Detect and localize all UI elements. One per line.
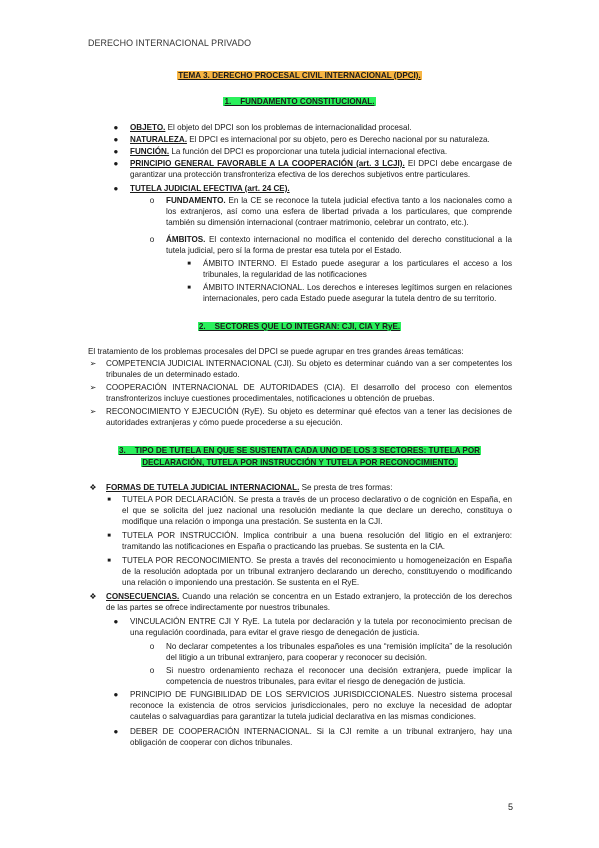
bullet-square: ■ — [107, 558, 111, 564]
cia-item: COOPERACIÓN INTERNACIONAL DE AUTORIDADES (CIA). El desarrollo del proceso con elementos transfronterizos incluye cuestiones procedimentales, notificaciones u obtención de pruebas. — [106, 383, 512, 403]
cji-item: COMPETENCIA JUDICIAL INTERNACIONAL (CJI). Su objeto es determinar cuándo van a ser competentes los tribunales de un determinado estado. — [106, 359, 512, 379]
arrow-bullet-icon: ➢ — [89, 407, 97, 416]
ambitos-key: ÁMBITOS. — [166, 235, 206, 244]
rye-item: RECONOCIMIENTO Y EJECUCIÓN (RyE). Su objeto es determinar qué efectos van a tener las decisiones de autoridades extranjeras y cómo puede procederse a su ejecución. — [106, 407, 512, 427]
bullet-circle: o — [149, 666, 155, 675]
topic-title-text: TEMA 3. DERECHO PROCESAL CIVIL INTERNACIONAL (DPCI). — [178, 71, 421, 80]
section-3-heading — [0, 446, 599, 457]
objeto-item — [130, 123, 515, 134]
bullet-circle: o — [149, 642, 155, 651]
page-number: 5 — [507, 802, 513, 812]
no-declarar-item: No declarar competentes a los tribunales españoles es una “remisión implícita” de la resolución del litigio a un tribunal extranjero, para cooperar y reconocer su decisión. — [166, 642, 512, 662]
naturaleza-key: NATURALEZA. — [130, 135, 187, 144]
fundamento-text: En la CE se reconoce la tutela judicial efectiva tanto a los nacionales como a los extranjeros, así como una esfera de libertad privada a los particulares, que comprende también su dimensión internacional (contraer matrimonio, celebrar un contrato, etc.). — [166, 196, 512, 227]
instruccion-item: TUTELA POR INSTRUCCIÓN. Implica contribuir a una buena resolución del litigio en el extranjero: tramitando las notificaciones en España o practicando las pruebas. Se sustenta en la CIA. — [122, 531, 512, 551]
bullet-dot: ● — [113, 159, 119, 168]
deber-item: DEBER DE COOPERACIÓN INTERNACIONAL. Si la CJI remite a un tribunal extranjero, hay una obligación de cooperar con dichos tribunales. — [130, 727, 512, 747]
tutela-key: TUTELA JUDICIAL EFECTIVA (art. 24 CE). — [130, 184, 290, 193]
bullet-circle: o — [149, 196, 155, 205]
diamond-bullet-icon: ❖ — [89, 483, 97, 492]
section-3-heading-line1: 3. TIPO DE TUTELA EN QUE SE SUSTENTA CADA UNO DE LOS 3 SECTORES: TUTELA POR — [119, 446, 480, 455]
bullet-dot: ● — [113, 727, 119, 736]
bullet-dot: ● — [113, 617, 119, 626]
formas-item — [106, 483, 512, 494]
fungibilidad-item: PRINCIPIO DE FUNGIBILIDAD DE LOS SERVICIOS JURISDICCIONALES. Nuestro sistema procesal reconoce la existencia de otros servicios jurisdiccionales, pero no excluye la necesidad de adoptar cautelas o salvaguardias para garantizar la tutela judicial declarativa en las mismas condiciones. — [130, 690, 512, 721]
bullet-dot: ● — [113, 184, 119, 193]
ambito-interno-item: ÁMBITO INTERNO. El Estado puede asegurar a los particulares el acceso a los tribunales, la regularidad de las notificaciones — [203, 259, 512, 279]
consecuencias-text: Cuando una relación se concentra en un Estado extranjero, la protección de los derechos de las partes se ofrece indirectamente por nuestros tribunales. — [106, 592, 512, 612]
reconocimiento-item: TUTELA POR RECONOCIMIENTO. Se presta a través del reconocimiento u homogeneización en España de la resolución adoptada por un tribunal extranjero declarando un derecho, constituyendo o modificando una relación o imponiendo una prestación. Se sustenta en el RyE. — [122, 556, 512, 587]
si-nuestro-item: Si nuestro ordenamiento rechaza el reconocer una decisión extranjera, puede implicar la competencia de nuestros tribunales, para evitar el riesgo de denegación de justicia. — [166, 666, 512, 686]
bullet-dot: ● — [113, 123, 119, 132]
vinculacion-item: VINCULACIÓN ENTRE CJI Y RyE. La tutela por declaración y la tutela por reconocimiento precisan de una regulación coordinada, para evitar el grave riesgo de denegación de justicia. — [130, 617, 512, 637]
fundamento-key: FUNDAMENTO. — [166, 196, 226, 205]
objeto-key: OBJETO. — [130, 123, 166, 132]
bullet-square: ■ — [187, 261, 191, 267]
bullet-dot: ● — [113, 135, 119, 144]
section-3-heading-2 — [0, 458, 599, 469]
objeto-text: El objeto del DPCI son los problemas de internacionalidad procesal. — [165, 123, 412, 132]
bullet-square: ■ — [187, 285, 191, 291]
topic-title — [0, 71, 599, 82]
arrow-bullet-icon: ➢ — [89, 383, 97, 392]
tutela-item — [130, 184, 512, 195]
running-header: DERECHO INTERNACIONAL PRIVADO — [88, 38, 252, 48]
declaracion-item: TUTELA POR DECLARACIÓN. Se presta a través de un proceso declarativo o de cognición en España, en el que se solicita del juez nacional una resolución mediante la que declare un derecho, constituya o modifique una relación o imponga una prestación. Se sustenta en la CJI. — [122, 495, 512, 526]
section-2-intro: El tratamiento de los problemas procesales del DPCI se puede agrupar en tres grandes áreas temáticas: — [88, 347, 464, 356]
bullet-circle: o — [149, 235, 155, 244]
naturaleza-text: El DPCI es internacional por su objeto, pero es Derecho nacional por su naturaleza. — [186, 135, 490, 144]
section-1-heading — [0, 97, 599, 108]
principio-text: El DPCI debe encargase de garantizar una protección transfronteriza efectiva de los derechos subjetivos entre particulares. — [130, 159, 512, 179]
diamond-bullet-icon: ❖ — [89, 592, 97, 601]
funcion-item — [130, 147, 520, 158]
consecuencias-key: CONSECUENCIAS. — [106, 592, 180, 601]
bullet-dot: ● — [113, 690, 119, 699]
formas-key: FORMAS DE TUTELA JUDICIAL INTERNACIONAL. — [106, 483, 300, 492]
funcion-key: FUNCIÓN. — [130, 147, 170, 156]
section-3-heading-line2: DECLARACIÓN, TUTELA POR INSTRUCCIÓN Y TUTELA POR RECONOCIMIENTO. — [142, 458, 457, 467]
section-2-heading-text: 2. SECTORES QUE LO INTEGRAN: CJI, CIA Y RyE. — [198, 322, 401, 331]
ambito-internacional-item: ÁMBITO INTERNACIONAL. Los derechos e intereses legítimos surgen en relaciones internacionales, pero cada Estado puede asegurar la tutela dentro de su territorio. — [203, 283, 512, 303]
bullet-square: ■ — [107, 497, 111, 503]
naturaleza-item — [130, 135, 520, 146]
formas-text: Se presta de tres formas: — [299, 483, 393, 492]
bullet-dot: ● — [113, 147, 119, 156]
principio-key: PRINCIPIO GENERAL FAVORABLE A LA COOPERACIÓN (art. 3 LCJI). — [130, 159, 405, 168]
fundamento-item — [166, 196, 512, 229]
principio-item — [130, 159, 512, 181]
consecuencias-item — [106, 592, 512, 614]
ambitos-text: El contexto internacional no modifica el contenido del derecho constitucional a la tutela judicial, pero sí la forma de prestar esa tutela por el Estado. — [166, 235, 512, 255]
bullet-square: ■ — [107, 533, 111, 539]
arrow-bullet-icon: ➢ — [89, 359, 97, 368]
ambitos-item — [166, 235, 512, 257]
funcion-text: La función del DPCI es proporcionar una tutela judicial internacional efectiva. — [169, 147, 448, 156]
section-2-heading — [0, 322, 599, 333]
section-1-heading-text: 1. FUNDAMENTO CONSTITUCIONAL. — [224, 97, 375, 106]
